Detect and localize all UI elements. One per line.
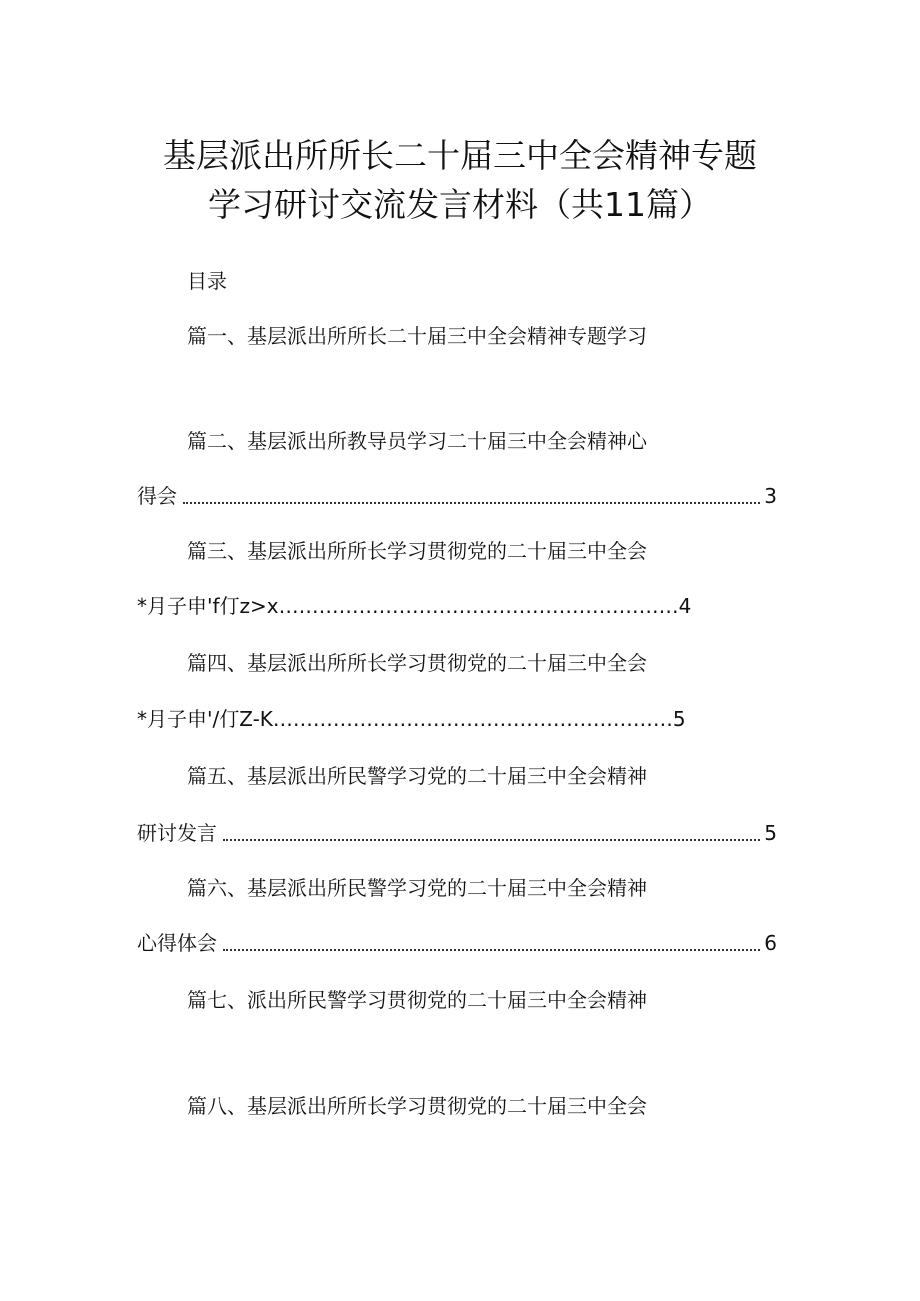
toc-entry-3-garbled-text: *月子申'f仃z>x……………………………………………………4	[137, 594, 692, 618]
toc-entry-3-title[interactable]: 篇三、基层派出所所长学习贯彻党的二十届三中全会	[187, 539, 647, 563]
toc-entry-6-text: 心得体会	[137, 931, 217, 955]
toc-entry-2-page-number: 3	[764, 484, 777, 508]
toc-entry-5-title[interactable]: 篇五、基层派出所民警学习党的二十届三中全会精神	[187, 764, 647, 788]
toc-heading: 目录	[187, 269, 227, 293]
document-title-line-2: 学习研讨交流发言材料（共11篇）	[208, 185, 712, 224]
toc-entry-8-title[interactable]: 篇八、基层派出所所长学习贯彻党的二十届三中全会	[187, 1094, 647, 1118]
toc-dot-leader	[223, 949, 760, 951]
toc-entry-1-title[interactable]: 篇一、基层派出所所长二十届三中全会精神专题学习	[187, 324, 647, 348]
toc-dot-leader	[223, 839, 760, 841]
toc-entry-2-title[interactable]: 篇二、基层派出所教导员学习二十届三中全会精神心	[187, 429, 647, 453]
toc-entry-4-title[interactable]: 篇四、基层派出所所长学习贯彻党的二十届三中全会	[187, 651, 647, 675]
toc-entry-6-page-number: 6	[764, 931, 777, 955]
toc-entry-5-text: 研讨发言	[137, 821, 217, 845]
toc-dot-leader	[183, 502, 760, 504]
toc-entry-2-continuation[interactable]	[137, 483, 777, 509]
toc-entry-6-continuation[interactable]	[137, 930, 777, 956]
toc-entry-3-continuation[interactable]	[137, 593, 737, 619]
toc-entry-4-garbled-text: *月子申'/仃Z-K……………………………………………………5	[137, 707, 686, 731]
toc-entry-2-text: 得会	[137, 484, 177, 508]
toc-entry-5-page-number: 5	[764, 821, 777, 845]
toc-entry-4-continuation[interactable]	[137, 706, 737, 732]
toc-entry-5-continuation[interactable]	[137, 820, 777, 846]
document-title-line-1: 基层派出所所长二十届三中全会精神专题	[163, 136, 757, 175]
toc-entry-6-title[interactable]: 篇六、基层派出所民警学习党的二十届三中全会精神	[187, 876, 647, 900]
toc-entry-7-title[interactable]: 篇七、派出所民警学习贯彻党的二十届三中全会精神	[187, 988, 647, 1012]
